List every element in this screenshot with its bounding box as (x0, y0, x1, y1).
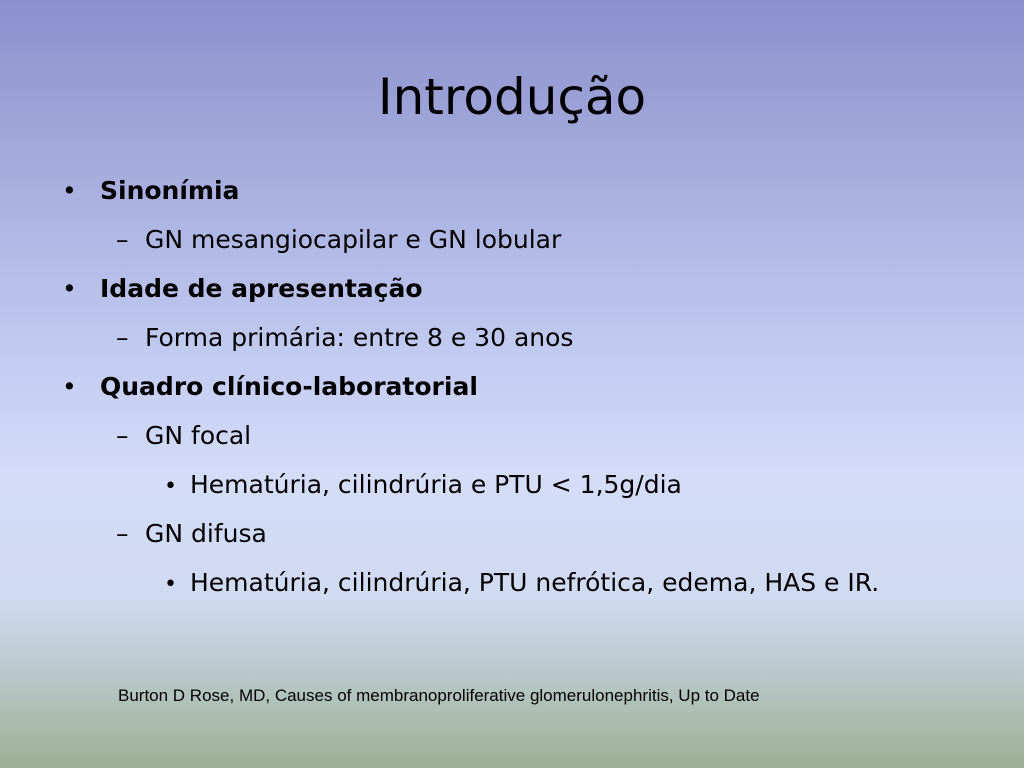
sub-item-text: GN difusa (145, 519, 267, 548)
slide-title: Introdução (377, 68, 647, 126)
dash-icon: – (116, 323, 129, 352)
bullet-icon: • (62, 372, 77, 401)
sub-sub-item-focal-findings (164, 470, 682, 499)
sub-item-synonyms (116, 225, 561, 254)
sub-sub-item-text: Hematúria, cilindrúria, PTU nefrótica, edema, HAS e IR. (190, 568, 880, 597)
bullet-text: Sinonímia (100, 176, 240, 205)
sub-item-gn-focal (116, 421, 251, 450)
sub-sub-item-difusa-findings (164, 568, 879, 597)
bullet-icon: • (164, 474, 177, 499)
bullet-item-quadro (62, 372, 478, 401)
sub-sub-item-text: Hematúria, cilindrúria e PTU < 1,5g/dia (190, 470, 682, 499)
dash-icon: – (116, 225, 129, 254)
sub-item-gn-difusa (116, 519, 267, 548)
sub-item-text: Forma primária: entre 8 e 30 anos (145, 323, 574, 352)
bullet-item-idade (62, 274, 423, 303)
bullet-text: Idade de apresentação (100, 274, 423, 303)
sub-item-text: GN mesangiocapilar e GN lobular (145, 225, 562, 254)
bullet-icon: • (62, 274, 77, 303)
dash-icon: – (116, 519, 129, 548)
dash-icon: – (116, 421, 129, 450)
bullet-icon: • (62, 176, 77, 205)
bullet-text: Quadro clínico-laboratorial (100, 372, 478, 401)
sub-item-forma-primaria (116, 323, 573, 352)
bullet-item-sinonimia (62, 176, 239, 205)
bullet-icon: • (164, 572, 177, 597)
reference-footer: Burton D Rose, MD, Causes of membranoproliferative glomerulonephritis, Up to Date (118, 686, 760, 705)
sub-item-text: GN focal (145, 421, 252, 450)
